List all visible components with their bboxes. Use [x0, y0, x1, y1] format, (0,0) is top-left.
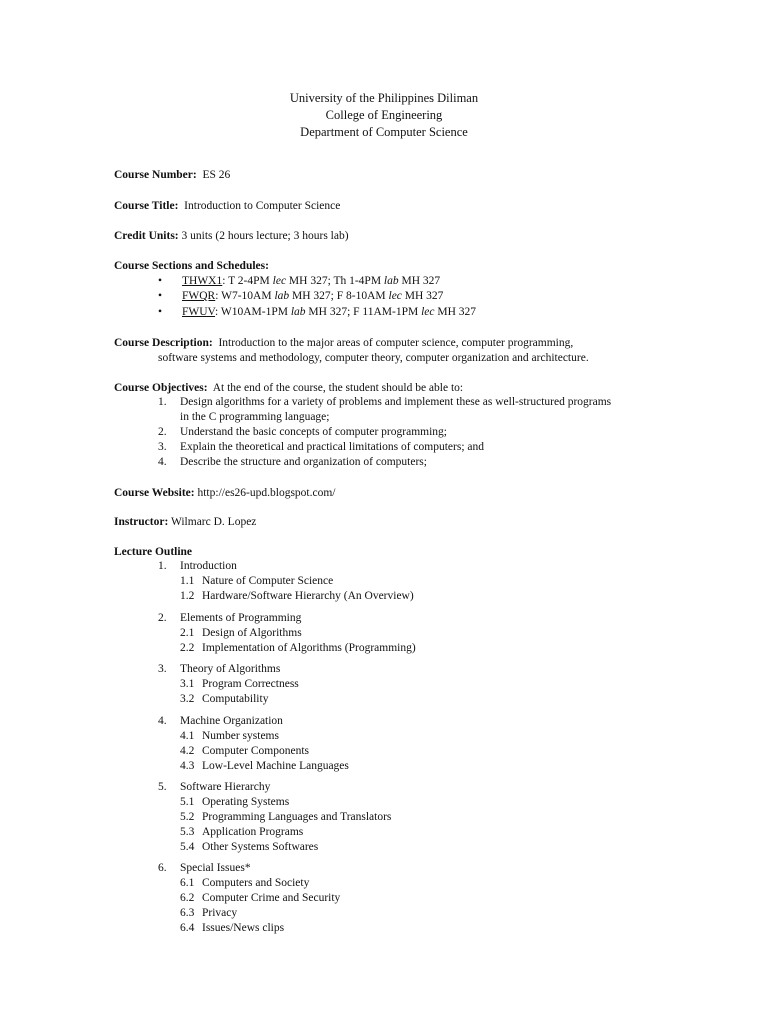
outline-topic: [158, 714, 283, 729]
subtopic-number: 6.4: [180, 922, 195, 934]
subtopic-number: 5.1: [180, 796, 195, 808]
objectives-label: Course Objectives:: [114, 382, 208, 394]
section-text: MH 327; F 8-10AM: [289, 290, 389, 302]
objective-item: [158, 425, 447, 440]
subtopic-title: Nature of Computer Science: [202, 575, 334, 587]
section-type: lec: [388, 290, 402, 302]
instructor: [114, 515, 256, 530]
subtopic-title: Computer Components: [202, 745, 310, 757]
section-text: : W7-10AM: [215, 290, 275, 302]
outline-subtopic: [180, 692, 268, 707]
outline-topic: [158, 611, 301, 626]
subtopic-title: Number systems: [202, 730, 279, 742]
objective-item: [158, 455, 427, 470]
section-text: MH 327; F 11AM-1PM: [305, 306, 422, 318]
section-type: lab: [274, 290, 290, 302]
description-line2: software systems and methodology, computer theory, computer organization and architecture.: [158, 352, 589, 364]
section-type: lec: [421, 306, 435, 318]
outline-subtopic: [180, 795, 289, 810]
objective-number: 1.: [158, 396, 167, 408]
subtopic-number: 6.1: [180, 877, 195, 889]
bullet-icon: •: [158, 290, 163, 302]
outline-topic: [158, 861, 251, 876]
objective-number: 3.: [158, 441, 167, 453]
course-number-label: Course Number:: [114, 169, 197, 181]
section-item: [158, 289, 443, 304]
document-header: [0, 90, 768, 141]
section-code: FWUV: [182, 306, 216, 318]
sections-heading: [114, 259, 269, 274]
subtopic-number: 1.1: [180, 575, 195, 587]
topic-number: 2.: [158, 612, 167, 624]
subtopic-title: Low-Level Machine Languages: [202, 760, 349, 772]
outline-subtopic: [180, 891, 340, 906]
department-name: Department of Computer Science: [300, 125, 468, 139]
subtopic-title: Other Systems Softwares: [202, 841, 319, 853]
topic-title: Theory of Algorithms: [180, 663, 281, 675]
outline-subtopic: [180, 810, 391, 825]
subtopic-title: Design of Algorithms: [202, 627, 302, 639]
subtopic-title: Hardware/Software Hierarchy (An Overview): [202, 590, 414, 602]
subtopic-title: Programming Languages and Translators: [202, 811, 392, 823]
subtopic-number: 5.4: [180, 841, 195, 853]
course-objectives: [114, 381, 463, 396]
subtopic-title: Operating Systems: [202, 796, 290, 808]
course-website: [114, 486, 335, 501]
instructor-name: Wilmarc D. Lopez: [170, 516, 257, 528]
topic-title: Special Issues*: [180, 862, 251, 874]
bullet-icon: •: [158, 306, 163, 318]
outline-subtopic: [180, 876, 309, 891]
course-number-value: ES 26: [202, 169, 231, 181]
section-type: lab: [290, 306, 306, 318]
topic-title: Elements of Programming: [180, 612, 302, 624]
bullet-icon: •: [158, 275, 163, 287]
subtopic-title: Application Programs: [202, 826, 304, 838]
section-item: [158, 305, 476, 320]
objective-text: Understand the basic concepts of computer programming;: [180, 426, 447, 438]
outline-topic: [158, 780, 270, 795]
subtopic-number: 2.1: [180, 627, 195, 639]
outline-label: Lecture Outline: [114, 546, 193, 558]
outline-subtopic: [180, 921, 284, 936]
outline-subtopic: [180, 589, 414, 604]
website-link[interactable]: http://es26-upd.blogspot.com/: [197, 487, 336, 499]
section-text: MH 327; Th 1-4PM: [286, 275, 384, 287]
subtopic-title: Computers and Society: [202, 877, 310, 889]
college-name: College of Engineering: [325, 108, 443, 122]
outline-topic: [158, 662, 280, 677]
subtopic-number: 4.3: [180, 760, 195, 772]
topic-number: 3.: [158, 663, 167, 675]
subtopic-number: 5.2: [180, 811, 195, 823]
course-title-value: Introduction to Computer Science: [184, 200, 341, 212]
subtopic-number: 4.2: [180, 745, 195, 757]
section-type: lec: [272, 275, 287, 287]
section-text: MH 327: [434, 306, 477, 318]
objective-number: 2.: [158, 426, 167, 438]
description-label: Course Description:: [114, 337, 213, 349]
outline-subtopic: [180, 729, 279, 744]
outline-subtopic: [180, 825, 303, 840]
objective-text: Design algorithms for a variety of problems and implement these as well-structured programs: [180, 396, 612, 408]
course-title-label: Course Title:: [114, 200, 179, 212]
subtopic-number: 3.1: [180, 678, 195, 690]
section-text: : T 2-4PM: [222, 275, 273, 287]
subtopic-number: 4.1: [180, 730, 195, 742]
section-type: lab: [383, 275, 399, 287]
section-text: : W10AM-1PM: [215, 306, 291, 318]
subtopic-title: Privacy: [202, 907, 238, 919]
outline-subtopic: [180, 759, 349, 774]
section-code: THWX1: [182, 275, 223, 287]
section-code: FWQR: [182, 290, 216, 302]
topic-title: Introduction: [180, 560, 237, 572]
instructor-label: Instructor:: [114, 516, 169, 528]
outline-subtopic: [180, 906, 237, 921]
topic-number: 1.: [158, 560, 167, 572]
outline-subtopic: [180, 574, 333, 589]
credit-units-value: 3 units (2 hours lecture; 3 hours lab): [181, 230, 349, 242]
section-text: MH 327: [401, 290, 444, 302]
topic-number: 6.: [158, 862, 167, 874]
subtopic-title: Program Correctness: [202, 678, 299, 690]
course-description: [114, 336, 573, 351]
objective-text: Describe the structure and organization of computers;: [180, 456, 427, 468]
topic-title: Software Hierarchy: [180, 781, 271, 793]
topic-number: 5.: [158, 781, 167, 793]
lecture-outline-heading: [114, 545, 192, 560]
subtopic-title: Computer Crime and Security: [202, 892, 341, 904]
sections-label: Course Sections and Schedules:: [114, 260, 269, 272]
topic-title: Machine Organization: [180, 715, 283, 727]
subtopic-title: Computability: [202, 693, 269, 705]
subtopic-title: Issues/News clips: [202, 922, 285, 934]
outline-subtopic: [180, 677, 299, 692]
university-name: University of the Philippines Diliman: [289, 91, 479, 105]
topic-number: 4.: [158, 715, 167, 727]
outline-subtopic: [180, 626, 302, 641]
section-text: MH 327: [398, 275, 441, 287]
subtopic-number: 6.3: [180, 907, 195, 919]
objective-text: Explain the theoretical and practical limitations of computers; and: [180, 441, 485, 453]
outline-subtopic: [180, 744, 309, 759]
credit-units-label: Credit Units:: [114, 230, 179, 242]
subtopic-number: 2.2: [180, 642, 195, 654]
section-item: [158, 274, 440, 289]
course-title: [114, 199, 340, 214]
objectives-intro: At the end of the course, the student should be able to:: [212, 382, 464, 394]
objective-item: [158, 395, 611, 410]
subtopic-number: 1.2: [180, 590, 195, 602]
website-label: Course Website:: [114, 487, 195, 499]
subtopic-title: Implementation of Algorithms (Programming): [202, 642, 416, 654]
outline-topic: [158, 559, 237, 574]
outline-subtopic: [180, 840, 318, 855]
subtopic-number: 3.2: [180, 693, 195, 705]
course-number: [114, 168, 230, 183]
objective-number: 4.: [158, 456, 167, 468]
credit-units: [114, 229, 349, 244]
subtopic-number: 5.3: [180, 826, 195, 838]
objective-text-cont: in the C programming language;: [180, 411, 330, 423]
outline-subtopic: [180, 641, 416, 656]
objective-item: [158, 440, 484, 455]
subtopic-number: 6.2: [180, 892, 195, 904]
description-line1: Introduction to the major areas of computer science, computer programming,: [218, 337, 574, 349]
